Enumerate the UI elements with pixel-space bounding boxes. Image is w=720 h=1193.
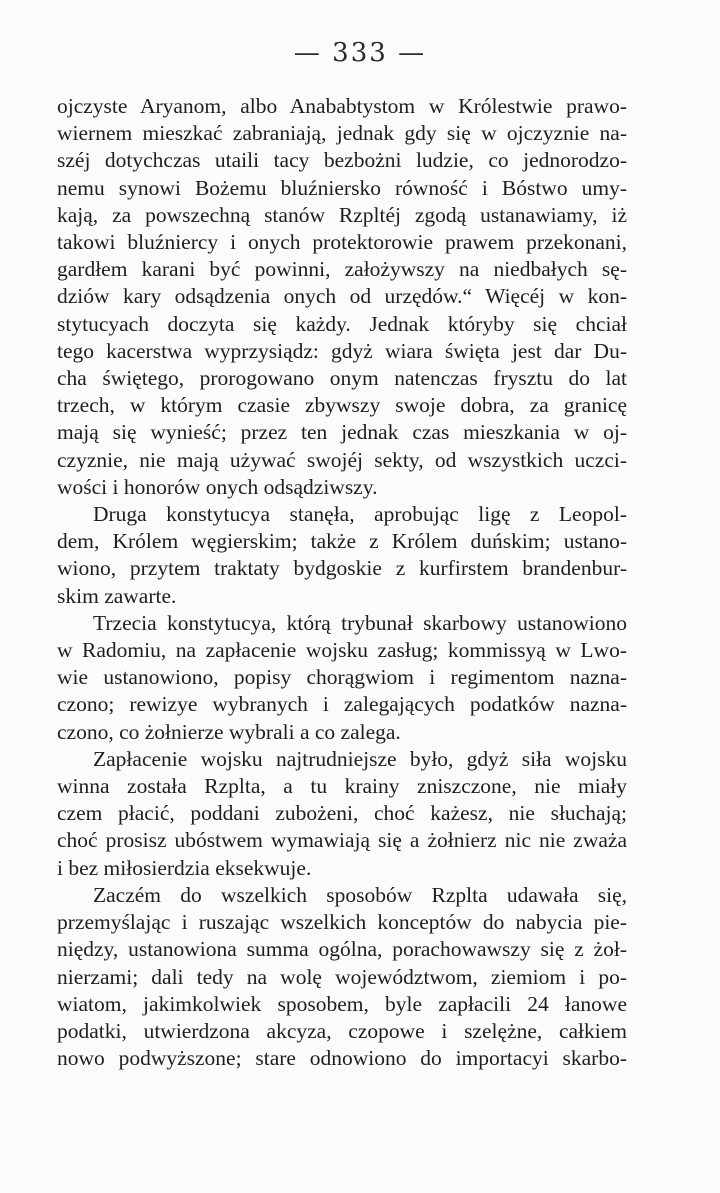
text-line: i bez miłosierdzia eksekwuje. [57, 855, 312, 880]
text-line: czem płacić, poddani zubożeni, choć każesz, nie słuchają; [57, 801, 627, 826]
text-line: winna została Rzplta, a tu krainy zniszczone, nie miały [57, 774, 627, 799]
paragraph-5 [57, 882, 627, 1072]
text-line: gardłem karani być powinni, założywszy na niedbałych sę- [57, 257, 627, 282]
text-line: czyznie, nie mają używać swojéj sekty, od wszystkich uczci- [57, 447, 627, 472]
text-line: Druga konstytucya stanęła, aprobując ligę z Leopol- [93, 502, 627, 527]
text-line: takowi bluźniercy i onych protektorowie prawem przekonani, [57, 230, 627, 255]
text-line: ojczyste Aryanom, albo Anababtystom w Królestwie prawo- [57, 94, 627, 118]
text-line: wiatom, jakimkolwiek sposobem, byle zapłacili 24 łanowe [57, 991, 627, 1016]
page-number: — 333 — [293, 38, 427, 68]
text-line: wiernem mieszkać zabraniają, jednak gdy się w ojczyznie na- [57, 121, 627, 146]
text-line: choć prosisz ubóstwem wymawiają się a żołnierz nic nie zważa [57, 828, 627, 853]
text-line: Zapłacenie wojsku najtrudniejsze było, gdyż siła wojsku [93, 746, 627, 771]
text-line: tego kacerstwa wyprzysiądz: gdyż wiara święta jest dar Du- [57, 338, 627, 363]
paragraph-3 [57, 610, 627, 746]
text-line: dem, Królem węgierskim; także z Królem duńskim; ustano- [57, 529, 627, 554]
text-line: czono; rewizye wybranych i zalegających podatków nazna- [57, 692, 627, 717]
text-line: czono, co żołnierze wybrali a co zalega. [57, 719, 401, 744]
text-line: niędzy, ustanowiona summa ogólna, porachowawszy się z żoł- [57, 937, 627, 962]
body-text [57, 93, 627, 1072]
text-line: wiono, przytem traktaty bydgoskie z kurfirstem brandenbur- [57, 556, 627, 581]
text-line: Zaczém do wszelkich sposobów Rzplta udawała się, [93, 882, 627, 907]
text-line: nemu synowi Bożemu bluźniersko równość i Bóstwo umy- [57, 175, 627, 200]
text-line: przemyślając i ruszając wszelkich konceptów do nabycia pie- [57, 910, 627, 935]
paragraph-1 [57, 93, 627, 501]
text-line: w Radomiu, na zapłacenie wojsku zasług; kommissyą w Lwo- [57, 638, 627, 663]
text-line: Trzecia konstytucya, którą trybunał skarbowy ustanowiono [93, 610, 627, 635]
text-line: kają, za powszechną stanów Rzpltéj zgodą ustanawiamy, iż [57, 202, 627, 227]
text-line: skim zawarte. [57, 583, 177, 608]
text-line: cha świętego, prorogowano onym natenczas frysztu do lat [57, 366, 627, 391]
text-line: stytucyach doczyta się każdy. Jednak któryby się chciał [57, 311, 627, 336]
text-line: dziów kary odsądzenia onych od urzędów.“ Więcéj w kon- [57, 284, 627, 309]
text-line: nierzami; dali tedy na wolę województwom, ziemiom i po- [57, 964, 627, 989]
text-line: wie ustanowiono, popisy chorągwiom i regimentom nazna- [57, 665, 627, 690]
text-line: nowo podwyższone; stare odnowiono do importacyi skarbo- [57, 1046, 627, 1071]
text-line: trzech, w którym czasie zbywszy swoje dobra, za granicę [57, 393, 627, 418]
paragraph-4 [57, 746, 627, 882]
text-line: podatki, utwierdzona akcyza, czopowe i szelężne, całkiem [57, 1018, 627, 1043]
text-line: széj dotychczas utaili tacy bezbożni ludzie, co jednorodzo- [57, 148, 627, 173]
text-line: mają się wynieść; przez ten jednak czas mieszkania w oj- [57, 420, 627, 445]
paragraph-2 [57, 501, 627, 610]
text-line: wości i honorów onych odsądziwszy. [57, 474, 378, 499]
